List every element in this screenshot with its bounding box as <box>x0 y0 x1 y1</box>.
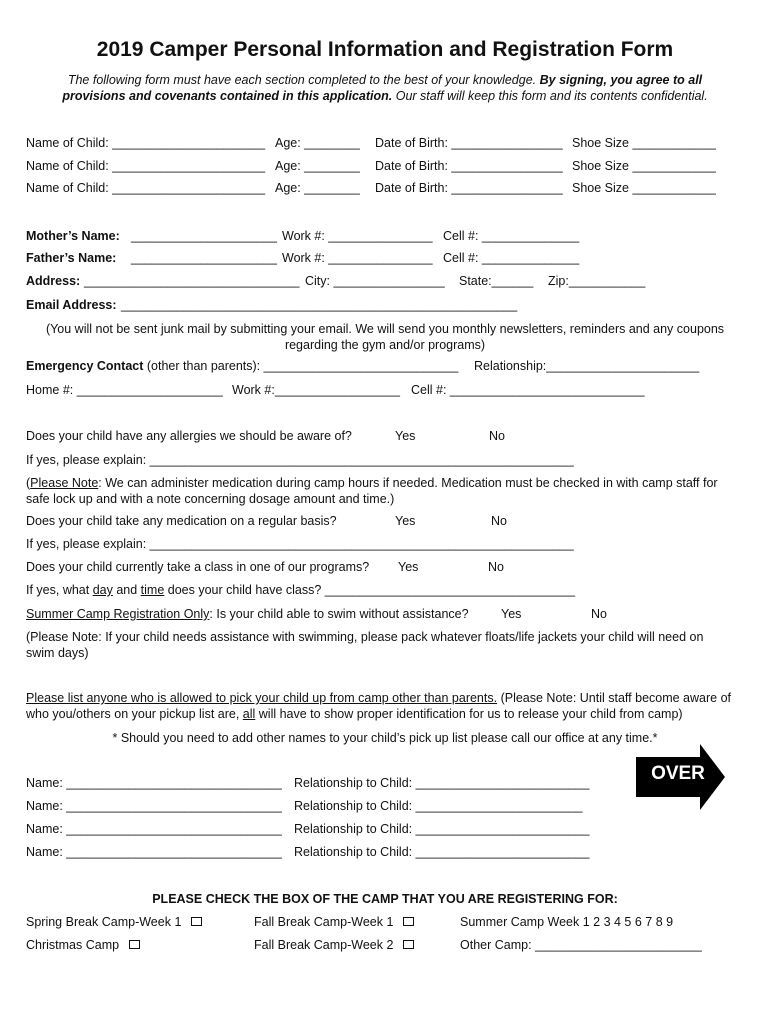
camp-label: Spring Break Camp-Week 1 <box>26 915 182 929</box>
child-age-field[interactable]: Age: ________ <box>275 181 360 195</box>
swim-yes-option[interactable]: Yes <box>501 607 522 621</box>
emergency-contact-blank: (other than parents): ____________________________ <box>146 359 459 373</box>
class-day-word: day <box>92 583 113 597</box>
pickup-intro-underlined: Please list anyone who is allowed to pick your child up from camp other than parents. <box>26 691 498 705</box>
emergency-home-field[interactable]: Home #: _____________________ <box>26 383 223 397</box>
medication-note-label: Please Note <box>30 476 99 490</box>
camps-heading: PLEASE CHECK THE BOX OF THE CAMP THAT YOU ARE REGISTERING FOR: <box>152 892 618 906</box>
class-yes-option[interactable]: Yes <box>398 560 419 574</box>
address-field[interactable]: _______________________________ <box>84 274 300 288</box>
class-time-text: If yes, what <box>26 583 93 597</box>
allergies-no-option[interactable]: No <box>489 429 505 443</box>
swim-no-option[interactable]: No <box>591 607 607 621</box>
father-work-field[interactable]: Work #: _______________ <box>282 251 433 265</box>
medication-explain-field[interactable]: If yes, please explain: _____________________________________________________________ <box>26 537 574 551</box>
mother-name-field[interactable]: _____________________ <box>131 229 277 243</box>
child-dob-field[interactable]: Date of Birth: ________________ <box>375 159 563 173</box>
camp-option-christmas[interactable] <box>26 938 140 952</box>
class-time-field[interactable] <box>26 583 575 597</box>
pickup-name-field[interactable]: Name: _______________________________ <box>26 822 282 836</box>
pickup-intro-all: all <box>242 707 256 721</box>
checkbox[interactable] <box>403 940 414 949</box>
class-and-text: and <box>112 583 141 597</box>
child-shoe-field[interactable]: Shoe Size ____________ <box>572 159 716 173</box>
pickup-relationship-field[interactable]: Relationship to Child: _________________________ <box>294 845 590 859</box>
medication-no-option[interactable]: No <box>491 514 507 528</box>
checkbox[interactable] <box>191 917 202 926</box>
allergies-explain-field[interactable]: If yes, please explain: _____________________________________________________________ <box>26 453 574 467</box>
class-time-word: time <box>140 583 165 597</box>
camp-option-spring-break[interactable] <box>26 915 202 929</box>
father-name-field[interactable]: _____________________ <box>131 251 277 265</box>
medication-question: Does your child take any medication on a regular basis? <box>26 514 337 528</box>
camp-label: Fall Break Camp-Week 2 <box>254 938 394 952</box>
emergency-work-field[interactable]: Work #:__________________ <box>232 383 400 397</box>
child-shoe-field[interactable]: Shoe Size ____________ <box>572 181 716 195</box>
email-label: Email Address: <box>26 298 117 312</box>
allergies-yes-option[interactable]: Yes <box>395 429 416 443</box>
pickup-intro-rest2: will have to show proper identification for us to release your child from camp) <box>255 707 683 721</box>
mother-cell-field[interactable]: Cell #: ______________ <box>443 229 580 243</box>
emergency-contact-label: Emergency Contact <box>26 359 144 373</box>
child-age-field[interactable]: Age: ________ <box>275 159 360 173</box>
email-field[interactable]: _________________________________________________________ <box>121 298 518 312</box>
class-question: Does your child currently take a class in one of our programs? <box>26 560 370 574</box>
class-time-blank: does your child have class? ____________________________________ <box>164 583 576 597</box>
pickup-relationship-field[interactable]: Relationship to Child: ________________________ <box>294 799 583 813</box>
mother-name-label: Mother’s Name: <box>26 229 120 243</box>
intro-part3: Our staff will keep this form and its contents confidential. <box>395 89 708 103</box>
pickup-intro <box>26 690 742 722</box>
checkbox[interactable] <box>403 917 414 926</box>
child-age-field[interactable]: Age: ________ <box>275 136 360 150</box>
intro-paragraph <box>36 72 734 104</box>
child-dob-field[interactable]: Date of Birth: ________________ <box>375 136 563 150</box>
camp-option-fall-break-1[interactable] <box>254 915 414 929</box>
medication-note-text: : We can administer medication during camp hours if needed. Medication must be checked in with camp staff for safe lock up and with a note concerning dosage amount and time.) <box>26 476 718 506</box>
camp-option-summer[interactable]: Summer Camp Week 1 2 3 4 5 6 7 8 9 <box>460 915 674 929</box>
medication-note: (Please Note: We can administer medication during camp hours if needed. Medication must be checked in with camp staff for safe lock up and with a note concerning dosage amount and time.) <box>26 476 718 506</box>
swim-question <box>26 607 469 621</box>
pickup-name-field[interactable]: Name: _______________________________ <box>26 776 282 790</box>
zip-field[interactable]: Zip:___________ <box>548 274 646 288</box>
allergies-question: Does your child have any allergies we should be aware of? <box>26 429 352 443</box>
medication-yes-option[interactable]: Yes <box>395 514 416 528</box>
pickup-intro-rest1: (Please Note: Until staff become aware of who you/others on your pickup list are, <box>26 691 732 721</box>
pickup-call-note: * Should you need to add other names to your child’s pick up list please call our office at any time.* <box>112 731 658 745</box>
child-name-field[interactable]: Name of Child: ______________________ <box>26 159 266 173</box>
child-name-field[interactable]: Name of Child: ______________________ <box>26 181 266 195</box>
pickup-name-field[interactable]: Name: _______________________________ <box>26 845 282 859</box>
email-note: (You will not be sent junk mail by submitting your email. We will send you monthly newsletters, reminders and any coupons regarding the gym and/or programs) <box>45 322 725 352</box>
camp-option-fall-break-2[interactable] <box>254 938 414 952</box>
pickup-name-field[interactable]: Name: _______________________________ <box>26 799 282 813</box>
checkbox[interactable] <box>129 940 140 949</box>
father-cell-field[interactable]: Cell #: ______________ <box>443 251 580 265</box>
swim-note: (Please Note: If your child needs assistance with swimming, please pack whatever floats/life jackets your child will need on swim days) <box>26 630 704 660</box>
swim-question-text: : Is your child able to swim without assistance? <box>209 607 469 621</box>
pickup-relationship-field[interactable]: Relationship to Child: _________________________ <box>294 776 590 790</box>
camp-label: Christmas Camp <box>26 938 120 952</box>
child-name-field[interactable]: Name of Child: ______________________ <box>26 136 266 150</box>
father-name-label: Father’s Name: <box>26 251 117 265</box>
state-field[interactable]: State:______ <box>459 274 534 288</box>
page-title: 2019 Camper Personal Information and Registration Form <box>96 38 674 61</box>
camp-option-other[interactable]: Other Camp: ________________________ <box>460 938 702 952</box>
intro-part2: By signing, you agree to all provisions and covenants contained in this application. <box>62 73 703 103</box>
city-field[interactable]: City: ________________ <box>305 274 445 288</box>
child-dob-field[interactable]: Date of Birth: ________________ <box>375 181 563 195</box>
camp-label: Fall Break Camp-Week 1 <box>254 915 394 929</box>
over-label: OVER <box>651 763 705 784</box>
swim-label: Summer Camp Registration Only <box>26 607 210 621</box>
intro-part1: The following form must have each section completed to the best of your knowledge. <box>67 73 537 87</box>
emergency-contact-field[interactable] <box>26 359 458 373</box>
mother-work-field[interactable]: Work #: _______________ <box>282 229 433 243</box>
emergency-cell-field[interactable]: Cell #: ____________________________ <box>411 383 645 397</box>
pickup-relationship-field[interactable]: Relationship to Child: _________________________ <box>294 822 590 836</box>
over-arrow <box>636 744 726 810</box>
class-no-option[interactable]: No <box>488 560 504 574</box>
child-shoe-field[interactable]: Shoe Size ____________ <box>572 136 716 150</box>
address-label: Address: <box>26 274 81 288</box>
emergency-relationship-field[interactable]: Relationship:______________________ <box>474 359 700 373</box>
